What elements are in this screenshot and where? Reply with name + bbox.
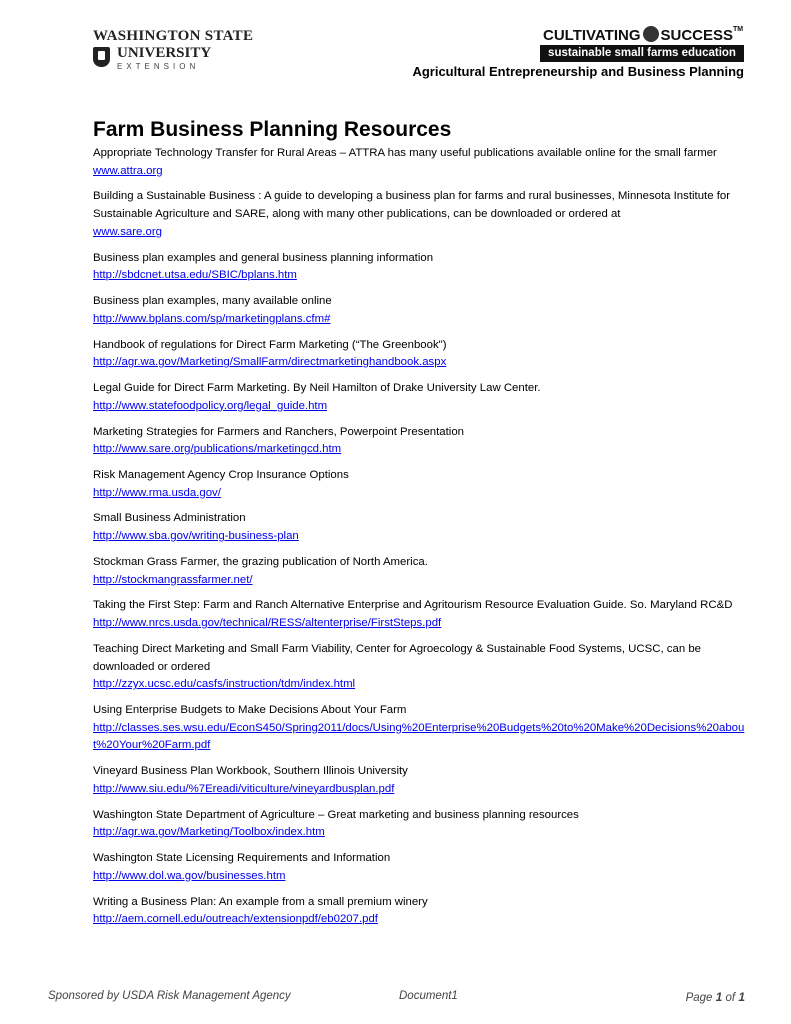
- resource-entry: [93, 337, 749, 372]
- resource-description: Taking the First Step: Farm and Ranch Alternative Enterprise and Agritourism Resource Evaluation Guide. So. Maryland RC&D: [93, 599, 733, 612]
- resource-link[interactable]: http://sbdcnet.utsa.edu/SBIC/bplans.htm: [93, 269, 297, 282]
- resource-link[interactable]: http://www.rma.usda.gov/: [93, 486, 221, 499]
- resource-link[interactable]: http://stockmangrassfarmer.net/: [93, 573, 253, 586]
- seal-icon: [643, 26, 659, 42]
- header-subtitle: Agricultural Entrepreneurship and Business Planning: [412, 64, 744, 79]
- resource-entry: [93, 510, 749, 545]
- resource-description: Small Business Administration: [93, 512, 246, 525]
- resource-entry: [93, 807, 749, 842]
- resource-description: Marketing Strategies for Farmers and Ranchers, Powerpoint Presentation: [93, 425, 465, 438]
- resource-link[interactable]: www.attra.org: [93, 164, 163, 177]
- footer-page-current: 1: [715, 990, 723, 1004]
- resource-description: Washington State Department of Agriculture – Great marketing and business planning resources: [93, 808, 579, 821]
- resource-list: [93, 145, 749, 937]
- footer-page-number: [686, 990, 745, 1004]
- resource-description: Appropriate Technology Transfer for Rural Areas – ATTRA has many useful publications available online for the small farmer: [93, 147, 717, 159]
- resource-description: Writing a Business Plan: An example from a small premium winery: [93, 895, 428, 908]
- resource-description: Business plan examples and general business planning information: [93, 251, 434, 264]
- resource-description: Building a Sustainable Business : A guide to developing a business plan for farms and rural businesses, Minnesota Institute for Sustainable Agriculture and SARE, along with many other publications, can be downloaded or ordered at: [93, 190, 730, 221]
- resource-description: Washington State Licensing Requirements and Information: [93, 852, 391, 865]
- footer-page-word: Page: [685, 992, 713, 1004]
- resource-link[interactable]: http://www.siu.edu/%7Ereadi/viticulture/vineyardbusplan.pdf: [93, 782, 395, 795]
- resource-entry: [93, 250, 749, 285]
- resource-description: Business plan examples, many available online: [93, 295, 332, 308]
- resource-link[interactable]: http://www.sare.org/publications/marketingcd.htm: [93, 443, 342, 456]
- resource-entry: [93, 597, 749, 632]
- resource-description: Vineyard Business Plan Workbook, Southern Illinois University: [93, 765, 408, 778]
- page-footer: [0, 990, 791, 1010]
- cultivating-success-logo: [540, 26, 750, 64]
- cs-logo-title: [543, 26, 743, 44]
- resource-link[interactable]: http://www.sba.gov/writing-business-plan: [93, 530, 299, 543]
- wsu-extension-logo: [93, 28, 254, 74]
- resource-description: Risk Management Agency Crop Insurance Options: [93, 468, 349, 481]
- resource-description: Handbook of regulations for Direct Farm Marketing (“The Greenbook"): [93, 338, 447, 351]
- resource-entry: [93, 424, 749, 459]
- resource-entry: [93, 763, 749, 798]
- wsu-logo-line2: UNIVERSITY: [117, 45, 212, 61]
- resource-entry: [93, 850, 749, 885]
- resource-entry: [93, 188, 749, 241]
- resource-entry: [93, 641, 749, 694]
- resource-entry: [93, 702, 749, 755]
- footer-document-name: Document1: [399, 990, 458, 1002]
- resource-link[interactable]: http://www.nrcs.usda.gov/technical/RESS/altenterprise/FirstSteps.pdf: [93, 617, 442, 630]
- cs-logo-word2: SUCCESS: [660, 26, 734, 44]
- resource-link[interactable]: http://www.dol.wa.gov/businesses.htm: [93, 869, 286, 882]
- resource-entry: [93, 894, 749, 929]
- cs-logo-tagline: sustainable small farms education: [540, 45, 744, 62]
- resource-description: Stockman Grass Farmer, the grazing publication of North America.: [93, 555, 428, 568]
- trademark-mark: TM: [733, 26, 744, 33]
- resource-entry: [93, 293, 749, 328]
- page-title: Farm Business Planning Resources: [93, 118, 452, 141]
- resource-entry: [93, 145, 749, 180]
- resource-link[interactable]: http://www.statefoodpolicy.org/legal_guide.htm: [93, 399, 328, 412]
- resource-entry: [93, 554, 749, 589]
- resource-entry: [93, 380, 749, 415]
- footer-of-word: of: [725, 992, 736, 1004]
- wsu-logo-line3: EXTENSION: [117, 62, 200, 71]
- resource-description: Teaching Direct Marketing and Small Farm Viability, Center for Agroecology & Sustainable Food Systems, UCSC, can be downloaded or ordered: [93, 642, 701, 673]
- resource-description: Using Enterprise Budgets to Make Decisions About Your Farm: [93, 704, 407, 716]
- wsu-logo-line1: WASHINGTON STATE: [93, 28, 254, 44]
- footer-sponsor: Sponsored by USDA Risk Management Agency: [48, 990, 291, 1002]
- cs-logo-word1: CULTIVATING: [543, 26, 641, 44]
- resource-link[interactable]: http://www.bplans.com/sp/marketingplans.cfm#: [93, 312, 331, 325]
- resource-link[interactable]: www.sare.org: [93, 225, 162, 238]
- resource-link[interactable]: http://classes.ses.wsu.edu/EconS450/Spring2011/docs/Using%20Enterprise%20Budgets%20to%20Make%20Decisions%20about%20Your%20Farm.pdf: [93, 721, 745, 752]
- footer-page-total: 1: [738, 990, 745, 1004]
- page-header: [0, 0, 791, 90]
- resource-link[interactable]: http://agr.wa.gov/Marketing/SmallFarm/directmarketinghandbook.aspx: [93, 356, 447, 369]
- wsu-seal-icon: [93, 47, 110, 67]
- resource-link[interactable]: http://aem.cornell.edu/outreach/extensionpdf/eb0207.pdf: [93, 913, 378, 926]
- resource-description: Legal Guide for Direct Farm Marketing. By Neil Hamilton of Drake University Law Center.: [93, 382, 541, 395]
- resource-link[interactable]: http://agr.wa.gov/Marketing/Toolbox/index.htm: [93, 826, 325, 839]
- resource-link[interactable]: http://zzyx.ucsc.edu/casfs/instruction/tdm/index.html: [93, 678, 356, 691]
- resource-entry: [93, 467, 749, 502]
